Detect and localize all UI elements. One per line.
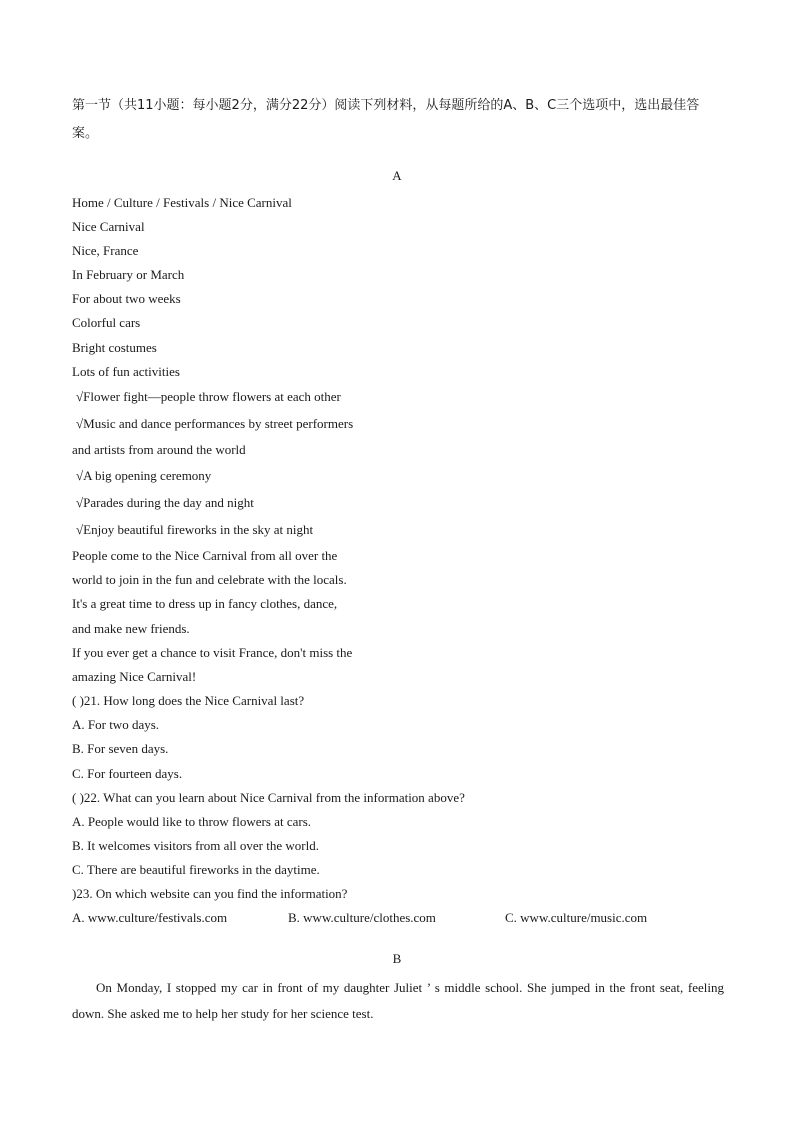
- question-21-stem: ( )21. How long does the Nice Carnival last?: [72, 693, 305, 708]
- description-line: People come to the Nice Carnival from all over the: [72, 548, 338, 563]
- question-22-stem: ( )22. What can you learn about Nice Carnival from the information above?: [72, 790, 465, 805]
- activity-item: √A big opening ceremony: [76, 468, 212, 483]
- breadcrumb: Home / Culture / Festivals / Nice Carnival: [72, 195, 292, 210]
- event-duration: For about two weeks: [72, 291, 181, 306]
- event-place: Nice, France: [72, 243, 139, 258]
- activity-item: √Parades during the day and night: [76, 495, 254, 510]
- question-22-option-a[interactable]: A. People would like to throw flowers at cars.: [72, 814, 312, 829]
- event-time: In February or March: [72, 267, 185, 282]
- section-b-heading: B: [392, 951, 402, 966]
- activity-item-continued: and artists from around the world: [72, 442, 246, 457]
- activity-item: √Enjoy beautiful fireworks in the sky at night: [76, 522, 314, 537]
- question-22-option-c[interactable]: C. There are beautiful fireworks in the daytime.: [72, 862, 320, 877]
- feature-item: Lots of fun activities: [72, 364, 180, 379]
- section-instructions: 第一节（共11小题：每小题2分，满分22分）阅读下列材料，从每题所给的A、B、C三个选项中，选出最佳答案。: [72, 98, 700, 141]
- feature-item: Bright costumes: [72, 340, 157, 355]
- activity-item: √Music and dance performances by street performers: [76, 416, 354, 431]
- description-line: amazing Nice Carnival!: [72, 669, 197, 684]
- description-line: It's a great time to dress up in fancy clothes, dance,: [72, 596, 338, 611]
- question-23-stem: )23. On which website can you find the information?: [72, 886, 348, 901]
- question-21-option-b[interactable]: B. For seven days.: [72, 741, 169, 756]
- event-title: Nice Carnival: [72, 219, 145, 234]
- description-line: If you ever get a chance to visit France, don't miss the: [72, 645, 353, 660]
- question-23-option-a[interactable]: A. www.culture/festivals.com: [72, 910, 228, 925]
- question-23-option-c[interactable]: C. www.culture/music.com: [505, 910, 648, 925]
- feature-item: Colorful cars: [72, 315, 141, 330]
- question-21-option-a[interactable]: A. For two days.: [72, 717, 160, 732]
- section-b-paragraph: On Monday, I stopped my car in front of my daughter Juliet ’ s middle school. She jumped in the front seat, feeling down. She asked me to help her study for her science test.: [72, 980, 724, 1021]
- question-21-option-c[interactable]: C. For fourteen days.: [72, 766, 183, 781]
- activity-item: √Flower fight—people throw flowers at each other: [76, 389, 341, 404]
- description-line: world to join in the fun and celebrate with the locals.: [72, 572, 347, 587]
- description-line: and make new friends.: [72, 621, 190, 636]
- question-22-option-b[interactable]: B. It welcomes visitors from all over the world.: [72, 838, 319, 853]
- question-23-option-b[interactable]: B. www.culture/clothes.com: [288, 910, 436, 925]
- section-a-heading: A: [392, 168, 402, 183]
